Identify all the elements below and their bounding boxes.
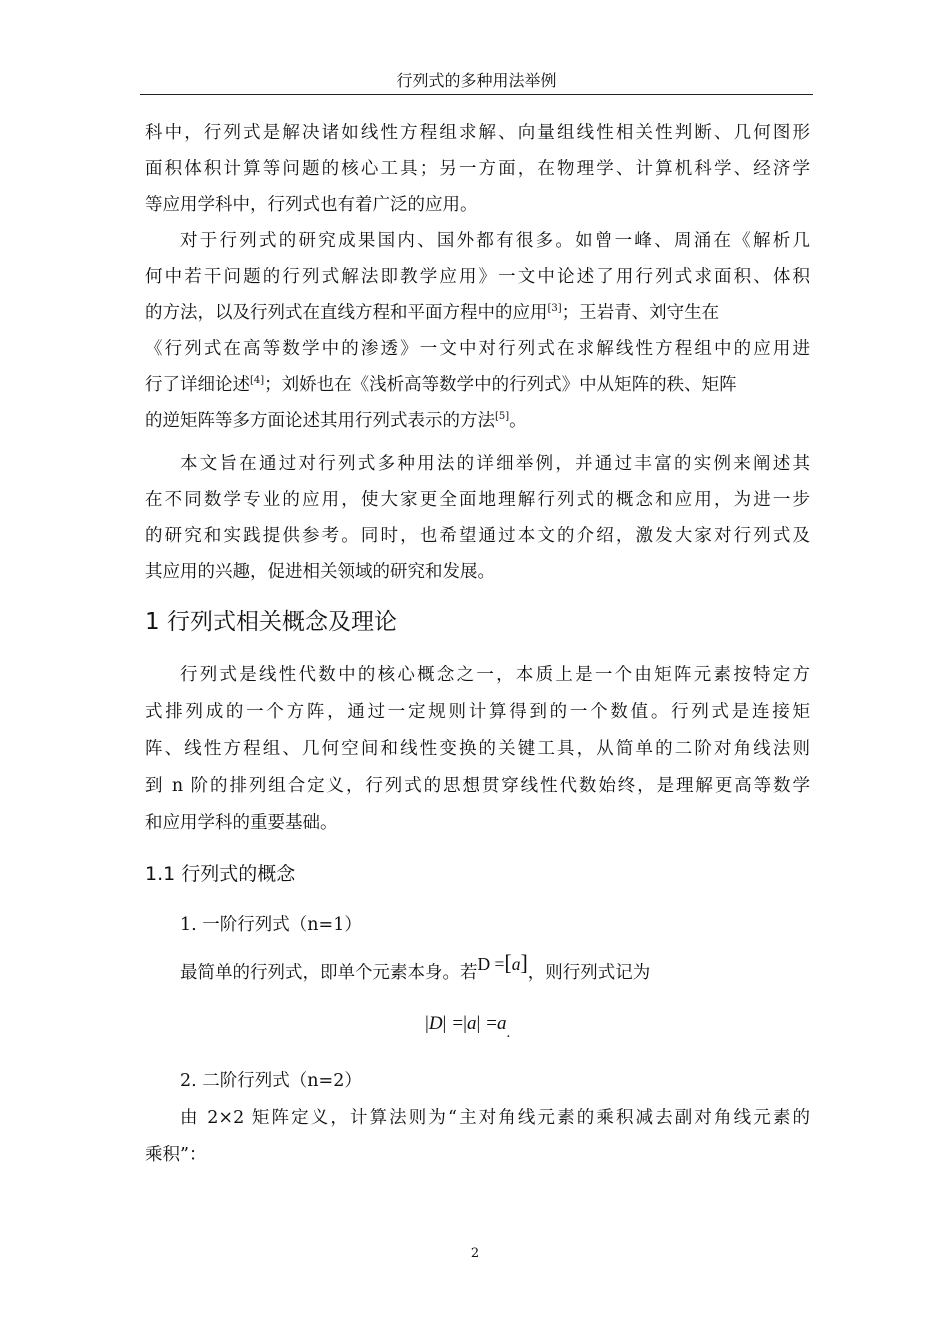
abs-bar: | — [425, 1013, 429, 1034]
abs-bar: | — [442, 1013, 447, 1034]
text-run: 行了详细论述 — [145, 375, 250, 395]
paragraph-line — [180, 950, 845, 986]
paragraph-line: 行列式是线性代数中的核心概念之一，本质上是一个由矩阵元素按特定方 — [180, 665, 810, 685]
page-number: 2 — [470, 1246, 480, 1261]
citation-ref: [4] — [250, 375, 265, 387]
paragraph-line: 何中若干问题的行列式解法即教学应用》一文中论述了用行列式求面积、体积 — [145, 267, 810, 287]
math-a: a — [497, 1013, 507, 1034]
paragraph-line: 的研究和实践提供参考。同时，也希望通过本文的介绍，激发大家对行列式及 — [145, 526, 810, 546]
math-D: D = — [477, 954, 505, 974]
running-header: 行列式的多种用法举例 — [140, 68, 813, 95]
paragraph-line: 式排列成的一个方阵，通过一定规则计算得到的一个数值。行列式是连接矩 — [145, 702, 810, 722]
paragraph-line — [145, 298, 810, 328]
text-run: 的逆矩阵等多方面论述其用行列式表示的方法 — [145, 411, 495, 431]
formula-period: . — [506, 1025, 511, 1041]
paragraph-line: 《行列式在高等数学中的渗透》一文中对行列式在求解线性方程组中的应用进 — [145, 339, 810, 359]
paragraph-line: 到 n 阶的排列组合定义，行列式的思想贯穿线性代数始终，是理解更高等数学 — [145, 776, 810, 796]
formula — [425, 1008, 565, 1041]
paragraph-line: 其应用的兴趣，促进相关领域的研究和发展。 — [145, 562, 495, 582]
math-D: D — [428, 1013, 443, 1034]
paragraph-line: 由 2×2 矩阵定义，计算法则为“主对角线元素的乘积减去副对角线元素的 — [180, 1108, 810, 1128]
bracket-right: ] — [520, 950, 528, 975]
paragraph-line: 对于行列式的研究成果国内、国外都有很多。如曾一峰、周涌在《解析几 — [180, 231, 810, 251]
list-item-title: 1. 一阶行列式（n=1） — [180, 915, 362, 935]
paragraph-line: 阵、线性方程组、几何空间和线性变换的关键工具，从简单的二阶对角线法则 — [145, 739, 810, 759]
abs-bar: | — [476, 1013, 481, 1034]
subsection-heading: 1.1 行列式的概念 — [145, 863, 296, 885]
paragraph-line: 乘积”： — [145, 1145, 207, 1165]
equals-sign: = — [452, 1013, 464, 1034]
section-heading: 1 行列式相关概念及理论 — [145, 609, 397, 635]
math-a: a — [466, 1013, 477, 1034]
text-run: 。 — [509, 411, 527, 431]
paragraph-line: 科中，行列式是解决诸如线性方程组求解、向量组线性相关性判断、几何图形 — [145, 123, 810, 143]
abs-bar: | — [463, 1013, 467, 1034]
paragraph-line: 在不同数学专业的应用，使大家更全面地理解行列式的概念和应用，为进一步 — [145, 490, 810, 510]
math-a: a — [511, 954, 521, 974]
citation-ref: [5] — [495, 411, 510, 423]
bracket-left: [ — [504, 950, 512, 975]
text-run: 最简单的行列式，即单个元素本身。若 — [180, 963, 478, 983]
paragraph-line — [145, 370, 810, 400]
paragraph-line: 面积体积计算等问题的核心工具；另一方面，在物理学、计算机科学、经济学 — [145, 159, 810, 179]
citation-ref: [3] — [547, 303, 562, 315]
text-run: ，则行列式记为 — [527, 963, 651, 983]
text-run: 的方法，以及行列式在直线方程和平面方程中的应用 — [145, 303, 548, 323]
paragraph-line: 本文旨在通过对行列式多种用法的详细举例，并通过丰富的实例来阐述其 — [180, 454, 810, 474]
equals-sign: = — [486, 1013, 498, 1034]
text-run: ；刘娇也在《浅析高等数学中的行列式》中从矩阵的秩、矩阵 — [264, 375, 737, 395]
paragraph-line — [145, 406, 810, 436]
paragraph-line: 等应用学科中，行列式也有着广泛的应用。 — [145, 195, 478, 215]
paragraph-line: 和应用学科的重要基础。 — [145, 813, 338, 833]
text-run: ；王岩青、刘守生在 — [561, 303, 720, 323]
list-item-title: 2. 二阶行列式（n=2） — [180, 1071, 362, 1091]
